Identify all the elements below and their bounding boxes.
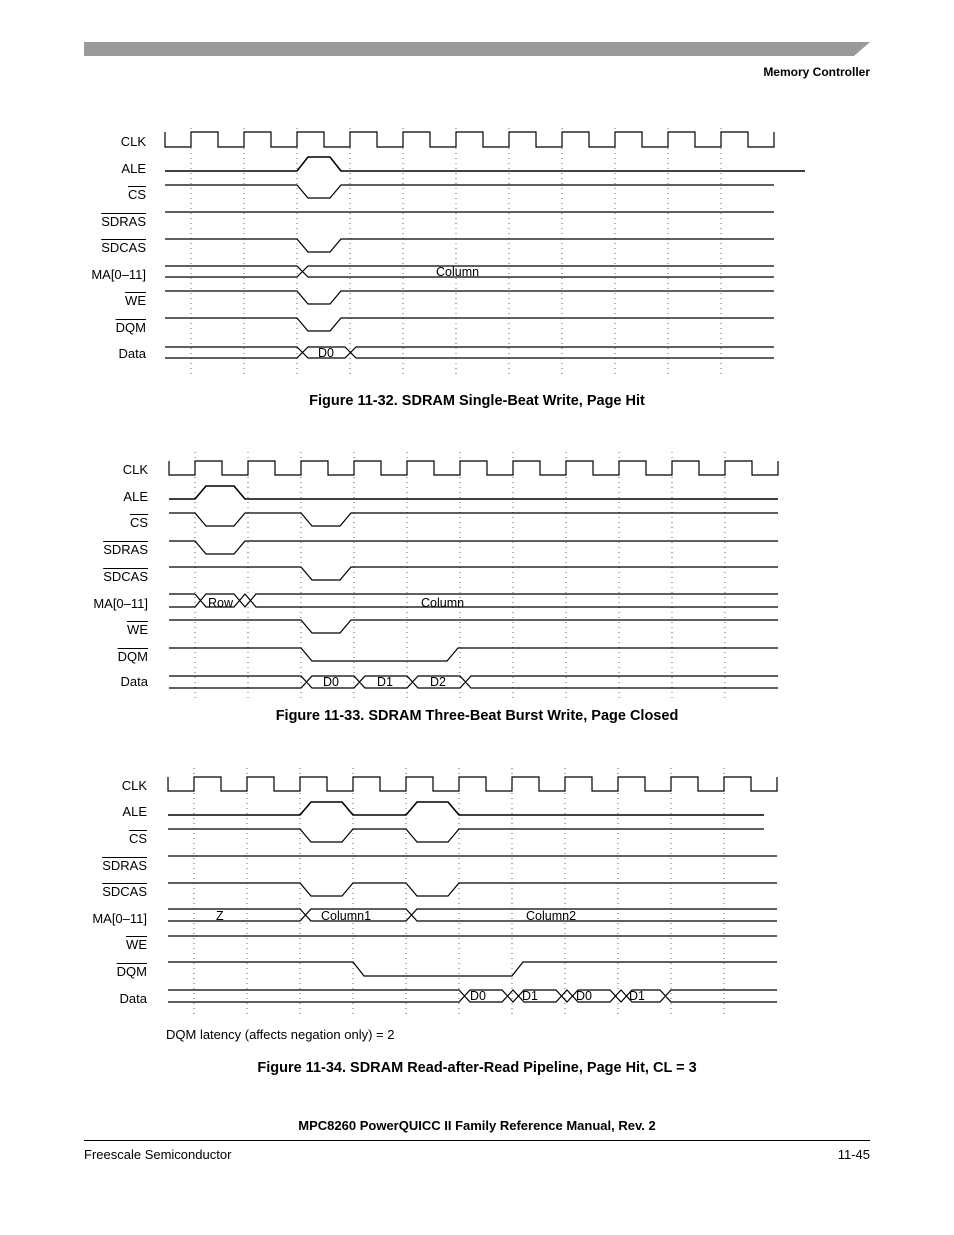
figure-caption: Figure 11-33. SDRAM Three-Beat Burst Write, Page Closed	[275, 708, 679, 724]
bus-label: D1	[377, 675, 393, 689]
signal-label: $\overline{DQM}$	[115, 320, 146, 335]
signal-label: SDRAS	[101, 214, 146, 229]
signal-label: CLK	[121, 778, 147, 793]
signal-label: $\overline{DQM}$	[116, 964, 147, 979]
bus-label: D2	[430, 675, 446, 689]
signal-label: ALE	[122, 804, 147, 819]
signal-label: ALE	[123, 489, 148, 504]
bus-label: D0	[576, 989, 592, 1003]
signal-label: $\overline{CS}$	[129, 515, 148, 530]
signal-label: CLK	[122, 462, 148, 477]
signal-label: Data	[120, 674, 148, 689]
signal-label: SDRAS	[102, 858, 147, 873]
bus-label: Z	[216, 909, 224, 923]
bus-label: Column	[436, 265, 480, 279]
dqm-latency-note: DQM latency (affects negation only) = 2	[166, 1027, 395, 1042]
signal-label: MA[0–11]	[92, 911, 147, 926]
figure-caption: Figure 11-32. SDRAM Single-Beat Write, Page Hit	[309, 393, 645, 409]
signal-label: $\overline{WE}$	[125, 293, 146, 308]
signal-label: $\overline{DQM}$	[117, 649, 148, 664]
signal-label: MA[0–11]	[93, 596, 148, 611]
bus-label: D0	[318, 346, 334, 360]
bus-label: Column	[421, 596, 465, 610]
signal-label: $\overline{WE}$	[127, 622, 148, 637]
bus-label: D1	[522, 989, 538, 1003]
footer-company: Freescale Semiconductor	[84, 1147, 232, 1162]
signal-label: SDCAS	[103, 569, 148, 584]
signal-label: Data	[118, 346, 146, 361]
bus-label: D0	[323, 675, 339, 689]
signal-label: SDCAS	[101, 240, 146, 255]
footer-divider	[84, 1140, 870, 1141]
bus-label: Row	[208, 596, 234, 610]
signal-label: $\overline{WE}$	[126, 937, 147, 952]
footer-manual-title: MPC8260 PowerQUICC II Family Reference Manual, Rev. 2	[298, 1118, 656, 1133]
signal-label: ALE	[121, 161, 146, 176]
signal-label: Data	[119, 991, 147, 1006]
bus-label: D1	[629, 989, 645, 1003]
signal-label: $\overline{CS}$	[128, 831, 147, 846]
bus-label: Column1	[321, 909, 372, 923]
signal-label: $\overline{CS}$	[127, 187, 146, 202]
figure-caption: Figure 11-34. SDRAM Read-after-Read Pipeline, Page Hit, CL = 3	[257, 1060, 697, 1076]
page-number: 11-45	[837, 1147, 870, 1162]
signal-label: SDCAS	[102, 884, 147, 899]
signal-label: SDRAS	[103, 542, 148, 557]
signal-label: CLK	[120, 134, 146, 149]
section-title: Memory Controller	[763, 65, 870, 79]
signal-label: MA[0–11]	[91, 267, 146, 282]
bus-label: Column2	[526, 909, 577, 923]
bus-label: D0	[470, 989, 486, 1003]
